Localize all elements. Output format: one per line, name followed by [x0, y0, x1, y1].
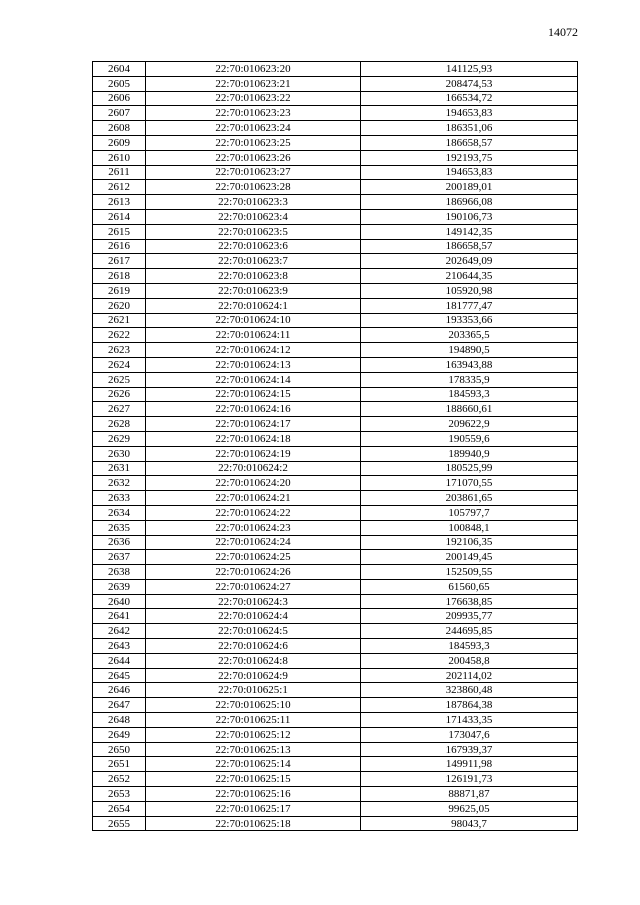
table-row: [93, 195, 578, 210]
row-number-cell: 2613: [93, 195, 146, 210]
value-cell: 186658,57: [361, 239, 578, 254]
value-cell: 171070,55: [361, 476, 578, 491]
cadastral-number-cell: 22:70:010623:5: [146, 224, 361, 239]
table-row: [93, 757, 578, 772]
value-cell: 200189,01: [361, 180, 578, 195]
row-number-cell: 2634: [93, 505, 146, 520]
row-number-cell: 2645: [93, 668, 146, 683]
cadastral-number-cell: 22:70:010625:10: [146, 698, 361, 713]
table-row: [93, 121, 578, 136]
cadastral-number-cell: 22:70:010624:2: [146, 461, 361, 476]
row-number-cell: 2635: [93, 520, 146, 535]
row-number-cell: 2637: [93, 550, 146, 565]
table-row: [93, 239, 578, 254]
table-row: [93, 417, 578, 432]
table-row: [93, 62, 578, 77]
row-number-cell: 2608: [93, 121, 146, 136]
row-number-cell: 2626: [93, 387, 146, 402]
value-cell: 152509,55: [361, 565, 578, 580]
row-number-cell: 2611: [93, 165, 146, 180]
value-cell: 189940,9: [361, 446, 578, 461]
table-row: [93, 209, 578, 224]
cadastral-number-cell: 22:70:010624:27: [146, 579, 361, 594]
table-row: [93, 550, 578, 565]
cadastral-number-cell: 22:70:010623:8: [146, 269, 361, 284]
value-cell: 186966,08: [361, 195, 578, 210]
cadastral-number-cell: 22:70:010625:16: [146, 787, 361, 802]
value-cell: 163943,88: [361, 357, 578, 372]
table-row: [93, 579, 578, 594]
row-number-cell: 2607: [93, 106, 146, 121]
table-row: [93, 298, 578, 313]
table-row: [93, 106, 578, 121]
value-cell: 192193,75: [361, 150, 578, 165]
value-cell: 323860,48: [361, 683, 578, 698]
row-number-cell: 2631: [93, 461, 146, 476]
table-row: [93, 698, 578, 713]
value-cell: 202114,02: [361, 668, 578, 683]
cadastral-number-cell: 22:70:010623:21: [146, 76, 361, 91]
cadastral-number-cell: 22:70:010623:20: [146, 62, 361, 77]
row-number-cell: 2654: [93, 801, 146, 816]
row-number-cell: 2609: [93, 135, 146, 150]
table-row: [93, 742, 578, 757]
table-row: [93, 165, 578, 180]
cadastral-number-cell: 22:70:010624:8: [146, 653, 361, 668]
row-number-cell: 2625: [93, 372, 146, 387]
table-row: [93, 639, 578, 654]
row-number-cell: 2640: [93, 594, 146, 609]
cadastral-number-cell: 22:70:010624:25: [146, 550, 361, 565]
table-row: [93, 624, 578, 639]
cadastral-number-cell: 22:70:010623:7: [146, 254, 361, 269]
row-number-cell: 2619: [93, 283, 146, 298]
value-cell: 178335,9: [361, 372, 578, 387]
cadastral-number-cell: 22:70:010624:14: [146, 372, 361, 387]
value-cell: 171433,35: [361, 713, 578, 728]
table-row: [93, 801, 578, 816]
value-cell: 200149,45: [361, 550, 578, 565]
cadastral-number-cell: 22:70:010624:20: [146, 476, 361, 491]
cadastral-number-cell: 22:70:010623:4: [146, 209, 361, 224]
value-cell: 186658,57: [361, 135, 578, 150]
value-cell: 141125,93: [361, 62, 578, 77]
cadastral-number-cell: 22:70:010624:19: [146, 446, 361, 461]
value-cell: 194653,83: [361, 165, 578, 180]
row-number-cell: 2639: [93, 579, 146, 594]
value-cell: 88871,87: [361, 787, 578, 802]
value-cell: 61560,65: [361, 579, 578, 594]
value-cell: 149911,98: [361, 757, 578, 772]
cadastral-number-cell: 22:70:010624:9: [146, 668, 361, 683]
cadastral-number-cell: 22:70:010624:23: [146, 520, 361, 535]
value-cell: 244695,85: [361, 624, 578, 639]
row-number-cell: 2647: [93, 698, 146, 713]
cadastral-number-cell: 22:70:010624:13: [146, 357, 361, 372]
value-cell: 190559,6: [361, 431, 578, 446]
row-number-cell: 2642: [93, 624, 146, 639]
cadastral-number-cell: 22:70:010625:1: [146, 683, 361, 698]
table-row: [93, 787, 578, 802]
cadastral-number-cell: 22:70:010623:9: [146, 283, 361, 298]
cadastral-number-cell: 22:70:010624:21: [146, 491, 361, 506]
row-number-cell: 2648: [93, 713, 146, 728]
table-row: [93, 713, 578, 728]
cadastral-number-cell: 22:70:010623:27: [146, 165, 361, 180]
row-number-cell: 2620: [93, 298, 146, 313]
table-row: [93, 727, 578, 742]
cadastral-number-cell: 22:70:010624:11: [146, 328, 361, 343]
cadastral-number-cell: 22:70:010625:15: [146, 772, 361, 787]
cadastral-number-cell: 22:70:010623:26: [146, 150, 361, 165]
table-row: [93, 520, 578, 535]
value-cell: 194653,83: [361, 106, 578, 121]
value-cell: 208474,53: [361, 76, 578, 91]
cadastral-number-cell: 22:70:010624:6: [146, 639, 361, 654]
cadastral-number-cell: 22:70:010623:22: [146, 91, 361, 106]
value-cell: 105797,7: [361, 505, 578, 520]
table-row: [93, 254, 578, 269]
value-cell: 105920,98: [361, 283, 578, 298]
row-number-cell: 2614: [93, 209, 146, 224]
row-number-cell: 2621: [93, 313, 146, 328]
row-number-cell: 2652: [93, 772, 146, 787]
value-cell: 173047,6: [361, 727, 578, 742]
cadastral-number-cell: 22:70:010625:17: [146, 801, 361, 816]
row-number-cell: 2653: [93, 787, 146, 802]
table-row: [93, 224, 578, 239]
value-cell: 188660,61: [361, 402, 578, 417]
table-row: [93, 269, 578, 284]
value-cell: 100848,1: [361, 520, 578, 535]
value-cell: 200458,8: [361, 653, 578, 668]
cadastral-number-cell: 22:70:010625:12: [146, 727, 361, 742]
cadastral-number-cell: 22:70:010624:26: [146, 565, 361, 580]
row-number-cell: 2628: [93, 417, 146, 432]
row-number-cell: 2624: [93, 357, 146, 372]
row-number-cell: 2618: [93, 269, 146, 284]
table-row: [93, 609, 578, 624]
value-cell: 167939,37: [361, 742, 578, 757]
cadastral-number-cell: 22:70:010624:22: [146, 505, 361, 520]
cadastral-number-cell: 22:70:010624:24: [146, 535, 361, 550]
cadastral-number-cell: 22:70:010625:11: [146, 713, 361, 728]
value-cell: 209622,9: [361, 417, 578, 432]
row-number-cell: 2623: [93, 343, 146, 358]
row-number-cell: 2633: [93, 491, 146, 506]
value-cell: 203365,5: [361, 328, 578, 343]
cadastral-number-cell: 22:70:010624:16: [146, 402, 361, 417]
table-row: [93, 313, 578, 328]
cadastral-number-cell: 22:70:010623:23: [146, 106, 361, 121]
row-number-cell: 2638: [93, 565, 146, 580]
value-cell: 202649,09: [361, 254, 578, 269]
value-cell: 98043,7: [361, 816, 578, 831]
table-row: [93, 91, 578, 106]
cadastral-number-cell: 22:70:010624:17: [146, 417, 361, 432]
table-row: [93, 772, 578, 787]
table-row: [93, 402, 578, 417]
table-row: [93, 372, 578, 387]
value-cell: 187864,38: [361, 698, 578, 713]
cadastral-number-cell: 22:70:010623:28: [146, 180, 361, 195]
cadastral-number-cell: 22:70:010624:15: [146, 387, 361, 402]
row-number-cell: 2636: [93, 535, 146, 550]
value-cell: 99625,05: [361, 801, 578, 816]
value-cell: 192106,35: [361, 535, 578, 550]
row-number-cell: 2650: [93, 742, 146, 757]
value-cell: 210644,35: [361, 269, 578, 284]
value-cell: 186351,06: [361, 121, 578, 136]
row-number-cell: 2629: [93, 431, 146, 446]
table-row: [93, 135, 578, 150]
table-row: [93, 431, 578, 446]
value-cell: 193353,66: [361, 313, 578, 328]
value-cell: 180525,99: [361, 461, 578, 476]
cadastral-number-cell: 22:70:010624:10: [146, 313, 361, 328]
row-number-cell: 2641: [93, 609, 146, 624]
cadastral-number-cell: 22:70:010625:14: [146, 757, 361, 772]
row-number-cell: 2627: [93, 402, 146, 417]
row-number-cell: 2651: [93, 757, 146, 772]
table-row: [93, 476, 578, 491]
cadastral-number-cell: 22:70:010623:6: [146, 239, 361, 254]
table-row: [93, 535, 578, 550]
cadastral-number-cell: 22:70:010623:25: [146, 135, 361, 150]
cadastral-number-cell: 22:70:010624:4: [146, 609, 361, 624]
row-number-cell: 2610: [93, 150, 146, 165]
cadastral-number-cell: 22:70:010624:12: [146, 343, 361, 358]
row-number-cell: 2617: [93, 254, 146, 269]
value-cell: 166534,72: [361, 91, 578, 106]
table-row: [93, 653, 578, 668]
cadastral-number-cell: 22:70:010624:18: [146, 431, 361, 446]
table-row: [93, 283, 578, 298]
table-row: [93, 491, 578, 506]
table-row: [93, 668, 578, 683]
page-number: 14072: [548, 25, 578, 39]
table-row: [93, 357, 578, 372]
cadastral-number-cell: 22:70:010625:13: [146, 742, 361, 757]
cadastral-number-cell: 22:70:010624:5: [146, 624, 361, 639]
table-row: [93, 328, 578, 343]
cadastral-number-cell: 22:70:010623:3: [146, 195, 361, 210]
value-cell: 184593,3: [361, 387, 578, 402]
row-number-cell: 2612: [93, 180, 146, 195]
cadastral-value-table: [92, 61, 578, 831]
cadastral-number-cell: 22:70:010624:3: [146, 594, 361, 609]
table-row: [93, 505, 578, 520]
table-body: [93, 62, 578, 831]
row-number-cell: 2604: [93, 62, 146, 77]
table-row: [93, 150, 578, 165]
value-cell: 181777,47: [361, 298, 578, 313]
value-cell: 176638,85: [361, 594, 578, 609]
row-number-cell: 2622: [93, 328, 146, 343]
value-cell: 203861,65: [361, 491, 578, 506]
row-number-cell: 2606: [93, 91, 146, 106]
table-row: [93, 816, 578, 831]
value-cell: 126191,73: [361, 772, 578, 787]
value-cell: 184593,3: [361, 639, 578, 654]
table-row: [93, 387, 578, 402]
row-number-cell: 2615: [93, 224, 146, 239]
cadastral-number-cell: 22:70:010625:18: [146, 816, 361, 831]
row-number-cell: 2605: [93, 76, 146, 91]
row-number-cell: 2616: [93, 239, 146, 254]
table-row: [93, 343, 578, 358]
row-number-cell: 2644: [93, 653, 146, 668]
row-number-cell: 2632: [93, 476, 146, 491]
table-row: [93, 565, 578, 580]
row-number-cell: 2643: [93, 639, 146, 654]
value-cell: 194890,5: [361, 343, 578, 358]
table-row: [93, 594, 578, 609]
row-number-cell: 2649: [93, 727, 146, 742]
table-row: [93, 461, 578, 476]
table-row: [93, 180, 578, 195]
table-row: [93, 76, 578, 91]
table-row: [93, 446, 578, 461]
value-cell: 190106,73: [361, 209, 578, 224]
value-cell: 209935,77: [361, 609, 578, 624]
table-row: [93, 683, 578, 698]
row-number-cell: 2630: [93, 446, 146, 461]
row-number-cell: 2655: [93, 816, 146, 831]
value-cell: 149142,35: [361, 224, 578, 239]
cadastral-number-cell: 22:70:010623:24: [146, 121, 361, 136]
row-number-cell: 2646: [93, 683, 146, 698]
cadastral-number-cell: 22:70:010624:1: [146, 298, 361, 313]
